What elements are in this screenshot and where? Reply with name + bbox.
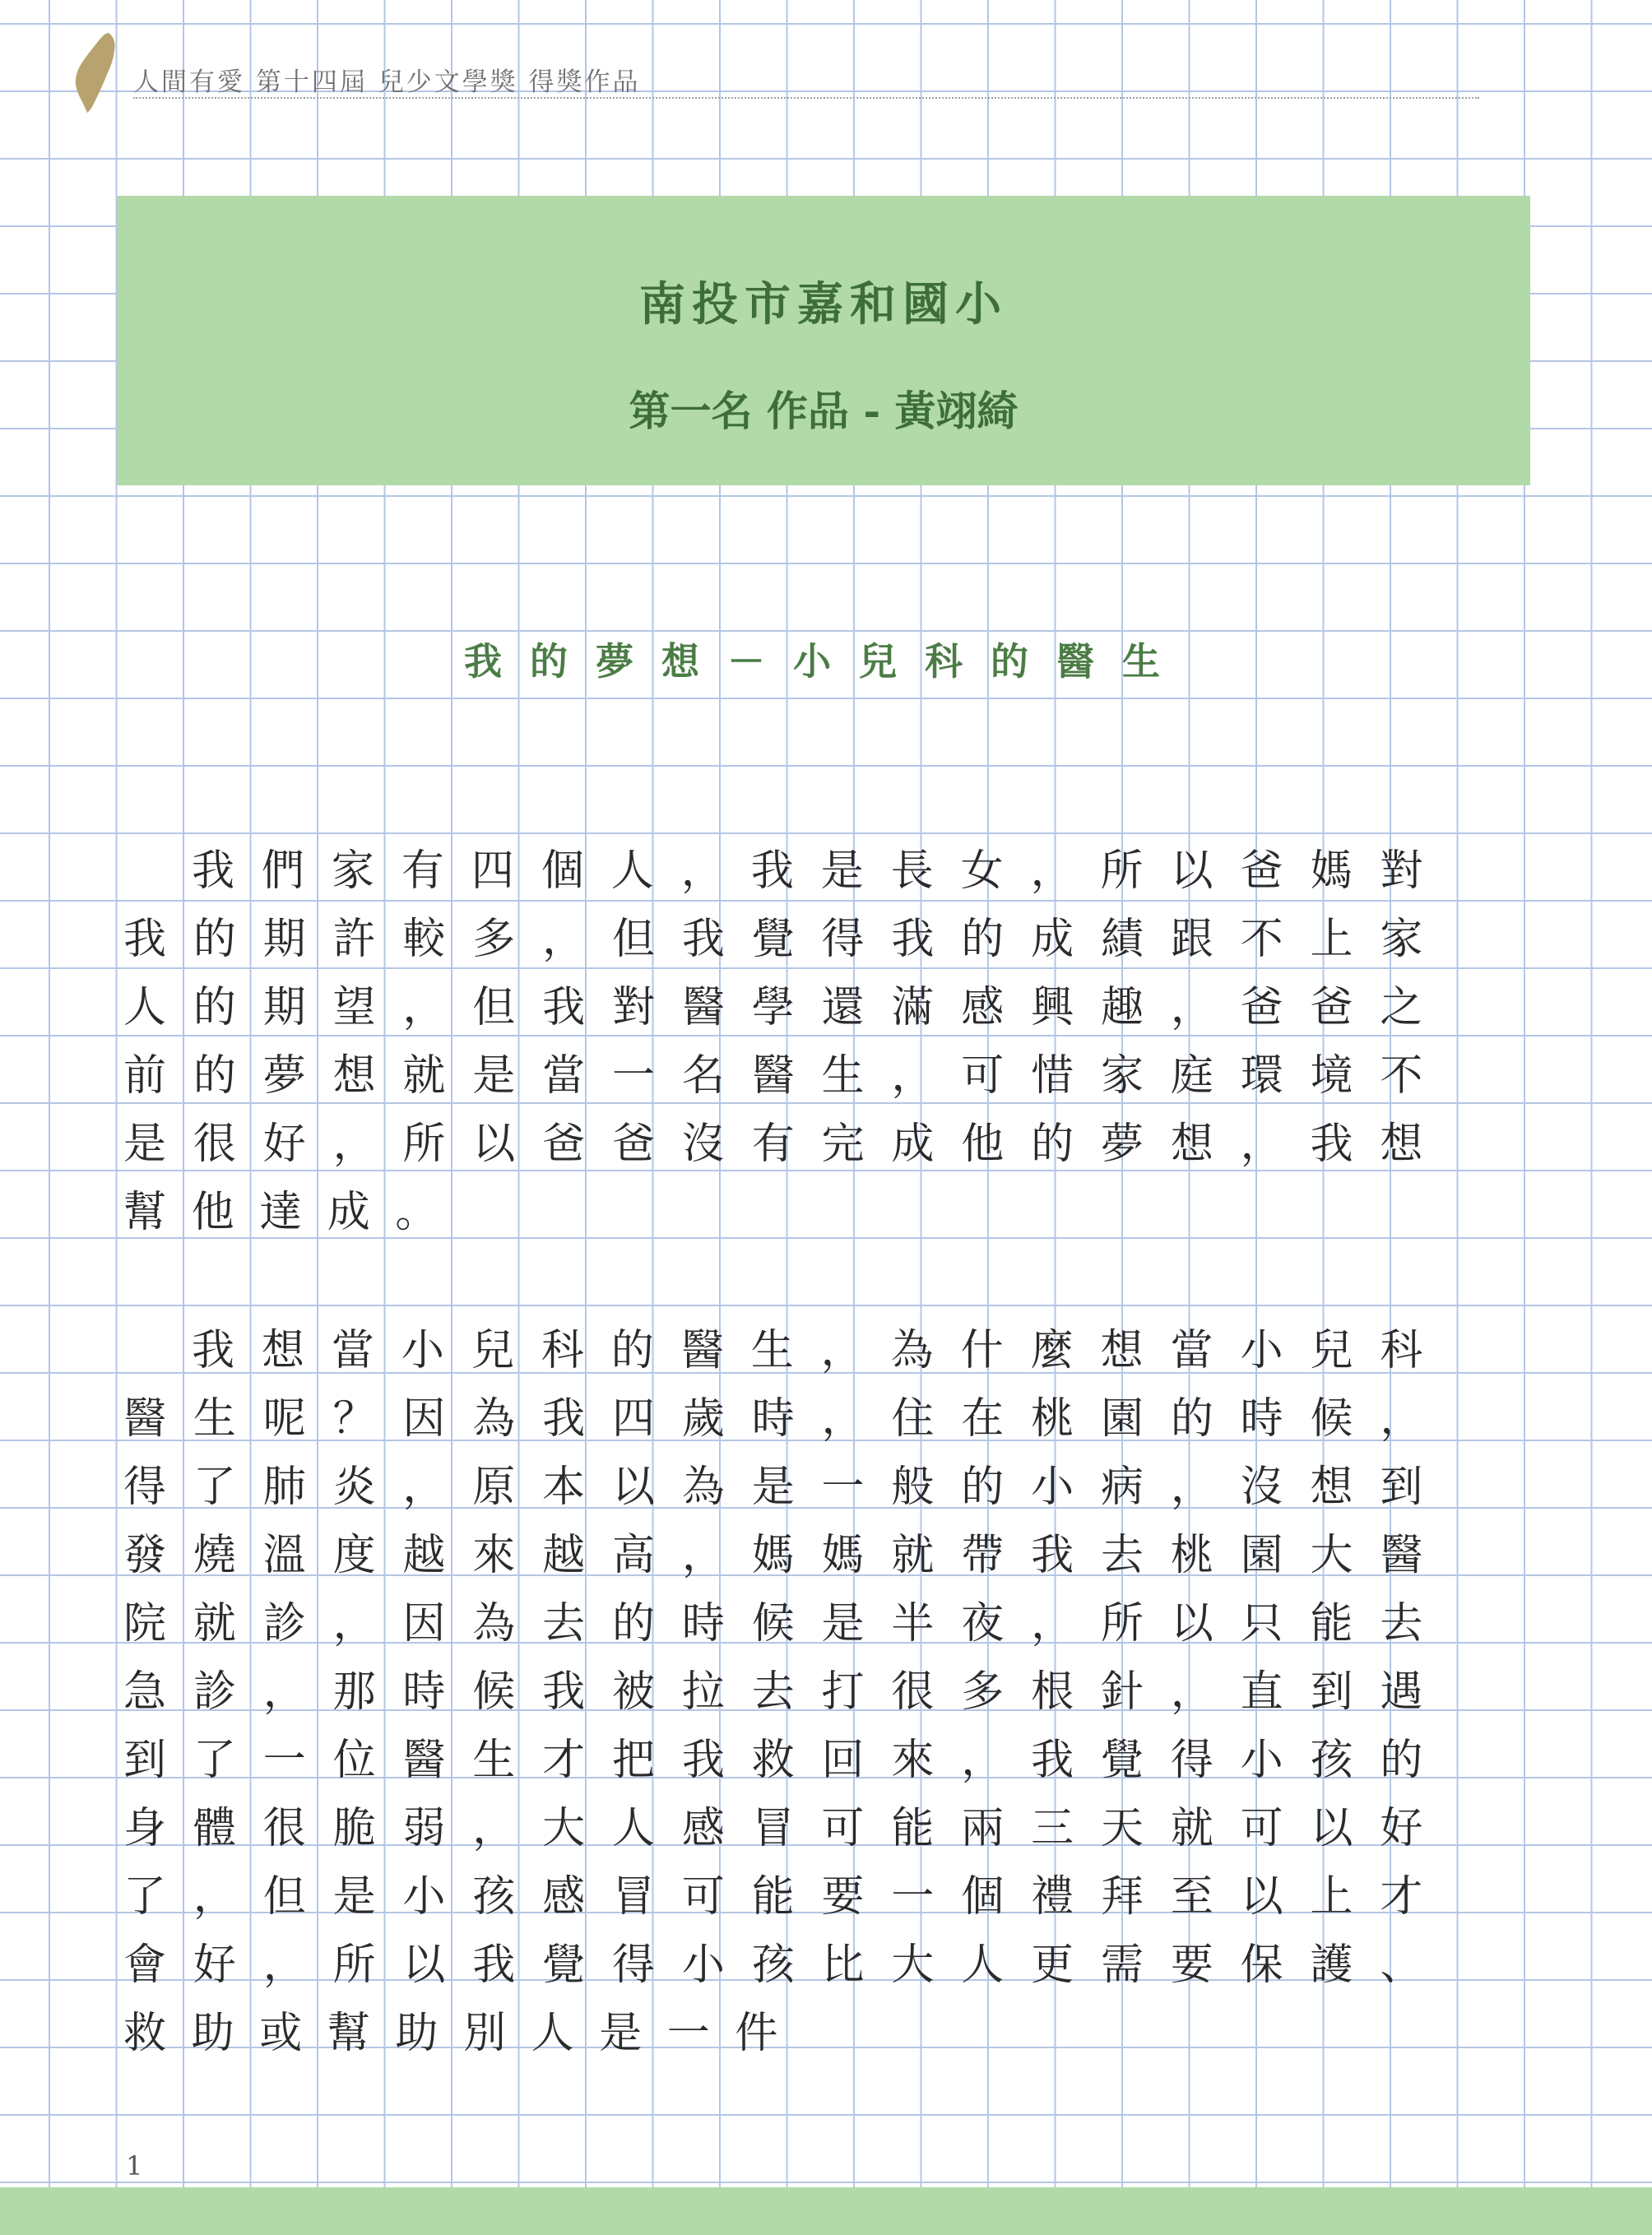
award-author: 第一名 作品 - 黃翊綺 bbox=[629, 387, 1019, 435]
running-header: 人間有愛 第十四屆 兒少文學獎 得獎作品 bbox=[133, 67, 641, 97]
essay-paragraph-1: 我們家有四個人，我是長女，所以爸媽對我的期許較多，但我覺得我的成績跟不上家人的期望，但我對醫學還滿感興趣，爸爸之前的夢想就是當一名醫生，可惜家庭環境不是很好，所以爸爸沒有完成他的夢想，我想幫他達成。 bbox=[123, 846, 1448, 1237]
title-banner bbox=[117, 196, 1530, 485]
footer-band bbox=[0, 2187, 1652, 2235]
school-name: 南投市嘉和國小 bbox=[639, 277, 1008, 332]
essay-paragraph-2: 我想當小兒科的醫生，為什麼想當小兒科醫生呢？因為我四歲時，住在桃園的時候，得了肺炎，原本以為是一般的小病，沒想到發燒溫度越來越高，媽媽就帶我去桃園大醫院就診，因為去的時候是半夜，所以只能去急診，那時候我被拉去打很多根針，直到遇到了一位醫生才把我救回來，我覺得小孩的身體很脆弱，大人感冒可能兩三天就可以好了，但是小孩感冒可能要一個禮拜至以上才會好，所以我覺得小孩比大人更需要保護、救助或幫助別人是一件 bbox=[123, 1326, 1448, 2058]
page-number: 1 bbox=[126, 2150, 143, 2182]
taiwan-map-icon bbox=[71, 31, 127, 114]
essay-title: 我的夢想－小兒科的醫生 bbox=[464, 639, 1188, 684]
header-dotted-rule bbox=[133, 97, 1479, 99]
